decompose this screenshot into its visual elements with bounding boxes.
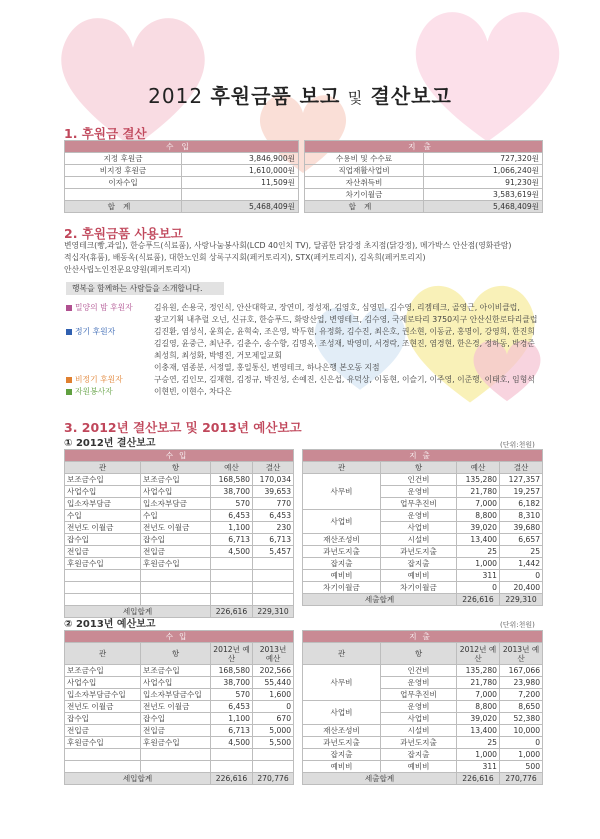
- table-row: [65, 570, 294, 582]
- table-row: 전입금 전입금 4,500 5,457: [65, 546, 294, 558]
- group-regular-donors: 정기 후원자: [66, 326, 152, 338]
- table-row: 재산조성비 시설비 13,400 10,000: [303, 725, 543, 737]
- group-night-donors: 밀양의 밤 후원자: [66, 302, 152, 314]
- table-row: 후원금수입 후원금수입: [65, 558, 294, 570]
- settlement-income-table: 수입 관 항 예산 결산 보조금수입 보조금수입 168,580 170,034 사업수입 사업수입 38,700 39,653 입소자부담금 입소자부담금 570 770 수입 수입 6,453 6,453 전년도 이월금 전년도 이월금 1,100 230 잡수입 잡수입 6,713 6,713 전입금 전입금 4,500 5,457 후원금수입 후원금수입 세입합계 226,616 229,310: [64, 449, 294, 618]
- table-row: 과년도지출 과년도지출 25 0: [303, 737, 543, 749]
- group-volunteers: 자원봉사자: [66, 386, 152, 398]
- t2-subheading: ② 2013년 예산보고: [64, 619, 156, 630]
- section3-heading: 3. 2012년 결산보고 및 2013년 예산보고: [64, 420, 302, 435]
- section2-heading: 2. 후원금품 사용보고: [64, 226, 183, 241]
- table-row: 보조금수입 보조금수입 168,580 202,566: [65, 665, 294, 677]
- table-row: 차기이월금 차기이월금 0 20,400: [303, 582, 543, 594]
- table-row: 잡지출 잡지출 1,000 1,442: [303, 558, 543, 570]
- table-row: 전년도 이월금 전년도 이월금 1,100 230: [65, 522, 294, 534]
- square-bullet-icon: [66, 377, 72, 383]
- table-row: [65, 761, 294, 773]
- section1-heading: 1. 후원금 결산: [64, 126, 147, 141]
- group-irregular-donors: 비정기 후원자: [66, 374, 152, 386]
- table-row: 전년도 이월금 전년도 이월금 6,453 0: [65, 701, 294, 713]
- table-row: 입소자부담금수입 입소자부담금수입 570 1,600: [65, 689, 294, 701]
- donor-names: 김유원, 손용국, 정인식, 안산대학교, 장연미, 정성재, 김영호, 심영민, 김수영, 리젬테크, 골영근, 아이비클럽, 광고기획 내추럴 오넌, 신규호, 한승푸드, 화랑산업, 변영테크, 김수영, 국제로타리 3750지구 안산신한로타리클럽 김진환, 염성식, 윤희순, 윤혁숙, 조은영, 박두현, 유정화, 김수진, 최은호, 권소현, 이동균, 홍명이, 강영희, 한진희 김길영, 윤중근, 최난주, 김춘수, 송수향, 김명옥, 조성재, 박영미, 서경락, 조현진, 염경현, 한은경, 정하동, 박경준 최성희, 최성화, 박병진, 거모제일교회 이충재, 염종분, 서정열, 홍일통신, 변영테크, 하나은행 본오동 지점 구승연, 김인모, 김재현, 김정규, 박진성, 손예진, 신은섭, 유덕상, 이동현, 이슬기, 이주영, 이준행, 이태호, 임형석 이현빈, 이현수, 차다은: [154, 303, 538, 396]
- t1-subheading: ① 2012년 결산보고: [64, 438, 156, 449]
- table-row: [65, 749, 294, 761]
- table-row: 재산조성비 시설비 13,400 6,657: [303, 534, 543, 546]
- budget-income-table: 수입 관 항 2012년 예산 2013년 예산 보조금수입 보조금수입 168,580 202,566 사업수입 사업수입 38,700 55,440 입소자부담금수입 입소자부담금수입 570 1,600 전년도 이월금 전년도 이월금 6,453 0 잡수입 잡수입 1,100 670 전입금 전입금 6,713 5,000 후원금수입 후원금수입 4,500 5,500 세입합계 226,616 270,776: [64, 630, 294, 785]
- table-row: 과년도지출 과년도지출 25 25: [303, 546, 543, 558]
- table-row: 입소자부담금 입소자부담금 570 770: [65, 498, 294, 510]
- table-row: 수입 수입 6,453 6,453: [65, 510, 294, 522]
- table-row: 예비비 예비비 311 500: [303, 761, 543, 773]
- income-summary-header: 수입: [65, 141, 299, 153]
- table-row: [65, 594, 294, 606]
- square-bullet-icon: [66, 389, 72, 395]
- t2-unit: (단위:천원): [500, 621, 535, 629]
- table-row: [65, 582, 294, 594]
- item-donors-text: 변영테크(빵,과일), 한승푸드(식료품), 사랑나눔봉사회(LCD 40인치 TV), 달콤한 닭강정 초지점(닭강정), 메가박스 안산점(영화관람) 적십자(휴품), 배동옥(식료품), 대한노인회 상록구지회(페커토리지), STX(페커토리지), 김옥희(페커토리지) 안산사립노인전문요양원(페커토리지): [64, 241, 512, 274]
- table-row: 후원금수입 후원금수입 4,500 5,500: [65, 737, 294, 749]
- expense-summary-table: 지출 수용비 및 수수료 727,320원 직업재활사업비 1,066,240원 자산취득비 91,230원 차기이월금 3,583,619원 합계 5,468,409원: [304, 140, 543, 213]
- square-bullet-icon: [66, 305, 72, 311]
- expense-summary-header: 지출: [305, 141, 543, 153]
- table-row: 보조금수입 보조금수입 168,580 170,034: [65, 474, 294, 486]
- table-row: 전입금 전입금 6,713 5,000: [65, 725, 294, 737]
- table-row: 잡수입 잡수입 1,100 670: [65, 713, 294, 725]
- thanks-banner: 행복을 함께하는 사람들을 소개합니다.: [66, 282, 224, 295]
- income-summary-table: 수입 지정 후원금 3,846,900원 비지정 후원금 1,610,000원 이자수입 11,509원 합계 5,468,409원: [64, 140, 299, 213]
- budget-expense-table: 지출 관 항 2012년 예산 2013년 예산 사무비 인건비 135,280 167,066 운영비 21,780 23,980 업무추진비 7,000 7,200 사업비 운영비 8,800 8,650 사업비 39,020 52,380 재산조성비 시설비 13,400 10,000 과년도지출 과년도지출 25 0 잡지출 잡지출 1,000 1,000 예비비 예비비 311 500 세출합계 226,616 270,776: [302, 630, 543, 785]
- square-bullet-icon: [66, 329, 72, 335]
- page-title: 2012 후원금품 보고 및 결산보고: [148, 84, 452, 108]
- table-row: 잡지출 잡지출 1,000 1,000: [303, 749, 543, 761]
- table-row: 잡수입 잡수입 6,713 6,713: [65, 534, 294, 546]
- table-row: 예비비 예비비 311 0: [303, 570, 543, 582]
- settlement-expense-table: 지출 관 항 예산 결산 사무비 인건비 135,280 127,357 운영비 21,780 19,257 업무추진비 7,000 6,182 사업비 운영비 8,800 8,310 사업비 39,020 39,680 재산조성비 시설비 13,400 6,657 과년도지출 과년도지출 25 25 잡지출 잡지출 1,000 1,442 예비비 예비비 311 0 차기이월금 차기이월금 0 20,400 세출합계 226,616 229,310: [302, 449, 543, 606]
- heart-decoration-right: [395, 0, 580, 150]
- table-row: 사업수입 사업수입 38,700 39,653: [65, 486, 294, 498]
- t1-unit: (단위:천원): [500, 441, 535, 449]
- table-row: 사업수입 사업수입 38,700 55,440: [65, 677, 294, 689]
